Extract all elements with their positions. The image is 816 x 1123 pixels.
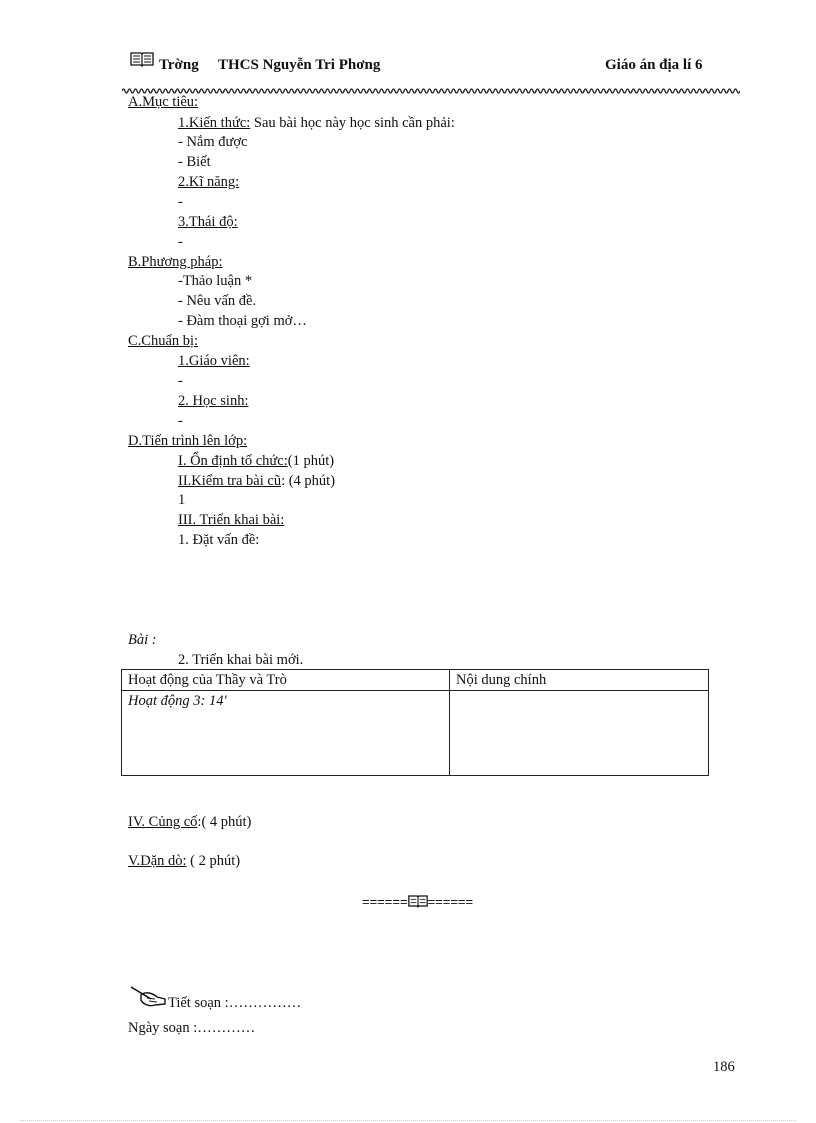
header-book-icon: [130, 51, 154, 72]
table-header-col1: Hoạt động của Thầy và Trò: [122, 670, 450, 691]
writing-hand-icon: [129, 985, 167, 1014]
section-d-title: D.Tiến trình lên lớp:: [128, 433, 248, 449]
iv-line: [128, 813, 251, 831]
c2-label: 2. Học sinh:: [178, 393, 249, 409]
c1-item: -: [178, 373, 183, 389]
table-row: [122, 691, 709, 776]
trien-khai-label: 2. Triển khai bài mới.: [178, 652, 304, 668]
d2-line: [178, 472, 335, 490]
a3-label: 3.Thái độ:: [178, 214, 238, 230]
iv-label: IV. Củng cố: [128, 814, 198, 830]
page-bottom-edge: [20, 1120, 796, 1121]
a1-label: 1.Kiến thức:: [178, 115, 251, 131]
v-line: [128, 852, 240, 870]
ngay-soan: Ngày soạn :…………: [128, 1020, 256, 1036]
a2-item: -: [178, 194, 183, 210]
a1-item-1: - Nắm được: [178, 134, 248, 150]
d2-label: II.Kiểm tra bài cũ: [178, 473, 282, 489]
header-wavy-divider: [122, 87, 740, 95]
divider-left: ======: [362, 894, 408, 909]
header-school-name: THCS Nguyễn Tri Phơng: [218, 57, 381, 73]
c1-label: 1.Giáo viên:: [178, 353, 250, 369]
bai-label: Bài :: [128, 632, 157, 648]
a1-text: Sau bài học này học sinh cần phải:: [250, 115, 455, 131]
page-number: 186: [713, 1059, 735, 1075]
header-doc-title: Giáo án địa lí 6: [605, 57, 703, 73]
a1-item-2: - Biết: [178, 154, 211, 170]
iv-time: :( 4 phút): [197, 814, 252, 830]
b-item-2: - Nêu vấn đề.: [178, 293, 257, 309]
table-header-col2: Nội dung chính: [450, 670, 709, 691]
b-item-3: - Đàm thoại gợi mở…: [178, 313, 307, 329]
d3-item: 1. Đặt vấn đề:: [178, 532, 260, 548]
header-school-prefix: Trờng: [159, 57, 199, 73]
d1-line: [178, 452, 334, 470]
table-row-col1: Hoạt động 3: 14': [122, 691, 450, 776]
table-header-row: [122, 670, 709, 691]
end-divider: [362, 894, 473, 912]
v-time: ( 2 phút): [186, 853, 241, 869]
d3-label: III. Triển khai bài:: [178, 512, 285, 528]
table-row-col2: [450, 691, 709, 776]
tiet-soan: Tiết soạn :……………: [168, 995, 302, 1011]
d2-item: 1: [178, 492, 186, 508]
divider-right: ======: [427, 894, 474, 909]
v-label: V.Dặn dò:: [128, 853, 187, 869]
activity-table: [121, 669, 709, 776]
d1-time: (1 phút): [287, 453, 335, 469]
open-book-icon: [408, 894, 428, 912]
a2-label: 2.Kĩ năng:: [178, 174, 240, 190]
a3-item: -: [178, 234, 183, 250]
section-c-title: C.Chuẩn bị:: [128, 333, 199, 349]
c2-item: -: [178, 413, 183, 429]
a1-line: [178, 114, 455, 132]
section-b-title: B.Phương pháp:: [128, 254, 223, 270]
section-a-title: A.Mục tiêu:: [128, 94, 199, 110]
b-item-1: -Thảo luận *: [178, 273, 253, 289]
d1-label: I. Ổn định tổ chức:: [178, 453, 288, 469]
d2-time: : (4 phút): [281, 473, 336, 489]
